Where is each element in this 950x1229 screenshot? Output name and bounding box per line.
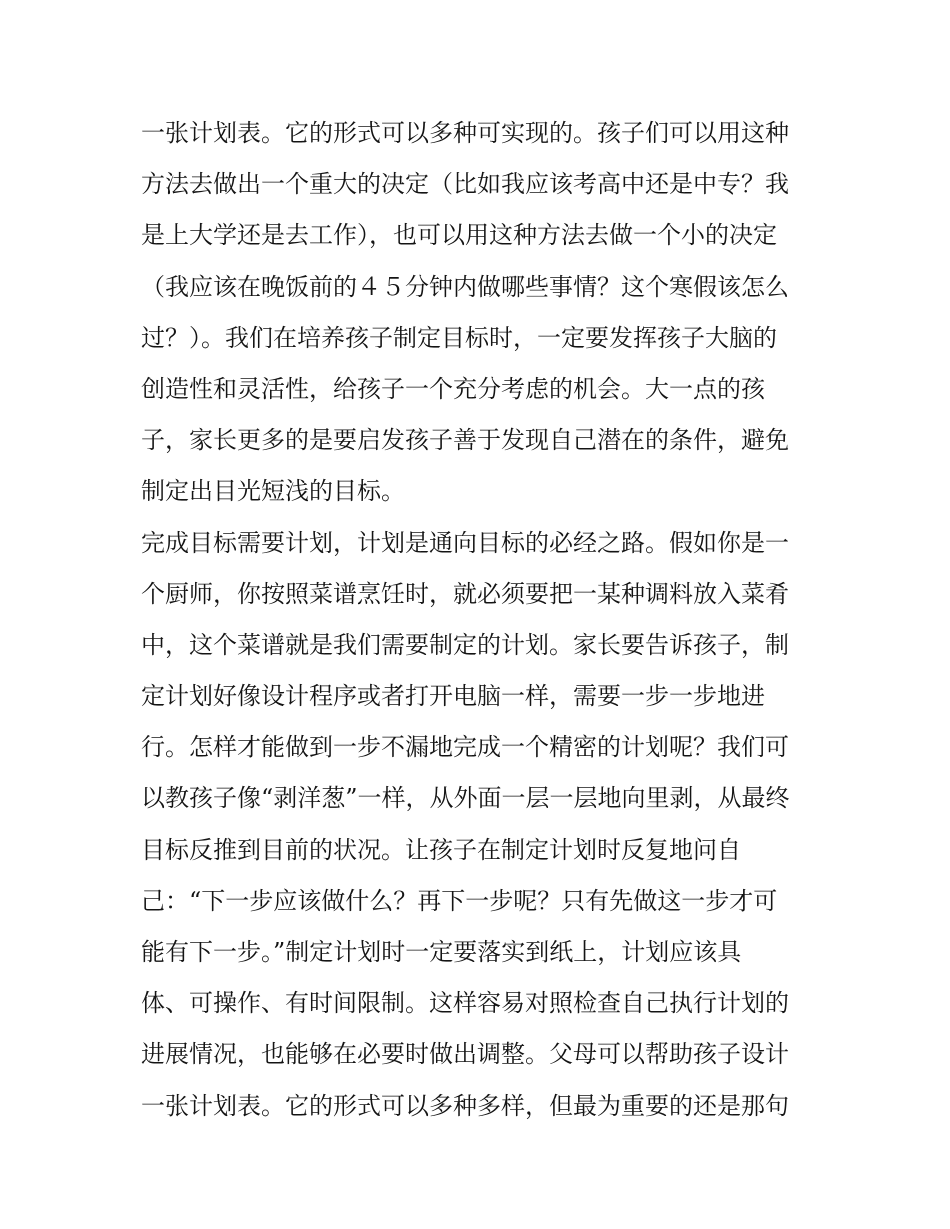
text-line: 以教孩子像“剥洋葱”一样，从外面一层一层地向里剥，从最终 [141,784,790,813]
text-line: 行。怎样才能做到一步不漏地完成一个精密的计划呢？我们可 [141,733,789,762]
text-line: 个厨师，你按照菜谱烹饪时，就必须要把一某种调料放入菜肴 [141,579,789,608]
text-line: 一张计划表。它的形式可以多种多样，但最为重要的还是那句 [141,1091,789,1120]
text-line: 己：“下一步应该做什么？再下一步呢？只有先做这一步才可 [141,886,778,915]
text-line: 定计划好像设计程序或者打开电脑一样，需要一步一步地进 [141,682,765,711]
text-line: 一张计划表。它的形式可以多种可实现的。孩子们可以用这种 [141,119,789,147]
text-line: 能有下一步。”制定计划时一定要落实到纸上，计划应该具 [141,938,742,966]
text-line: 中，这个菜谱就是我们需要制定的计划。家长要告诉孩子，制 [141,630,789,659]
text-line: （我应该在晚饭前的４５分钟内做哪些事情？这个寒假该怎么 [141,272,789,301]
text-line: 子，家长更多的是要启发孩子善于发现自己潜在的条件，避免 [141,426,789,455]
text-line: 创造性和灵活性，给孩子一个充分考虑的机会。大一点的孩 [141,374,765,403]
text-line: 制定出目光短浅的目标。 [141,477,405,506]
text-line: 进展情况，也能够在必要时做出调整。父母可以帮助孩子设计 [141,1040,789,1069]
text-line: 完成目标需要计划，计划是通向目标的必经之路。假如你是一 [141,528,789,557]
text-line: 目标反推到目前的状况。让孩子在制定计划时反复地问自 [141,835,741,864]
text-line: 体、可操作、有时间限制。这样容易对照检查自己执行计划的 [141,989,789,1018]
text-line: 方法去做出一个重大的决定（比如我应该考高中还是中专？我 [141,170,789,199]
body-text [141,108,821,1132]
text-line: 是上大学还是去工作），也可以用这种方法去做一个小的决定 [141,221,777,250]
text-line: 过？）。我们在培养孩子制定目标时，一定要发挥孩子大脑的 [141,323,777,352]
